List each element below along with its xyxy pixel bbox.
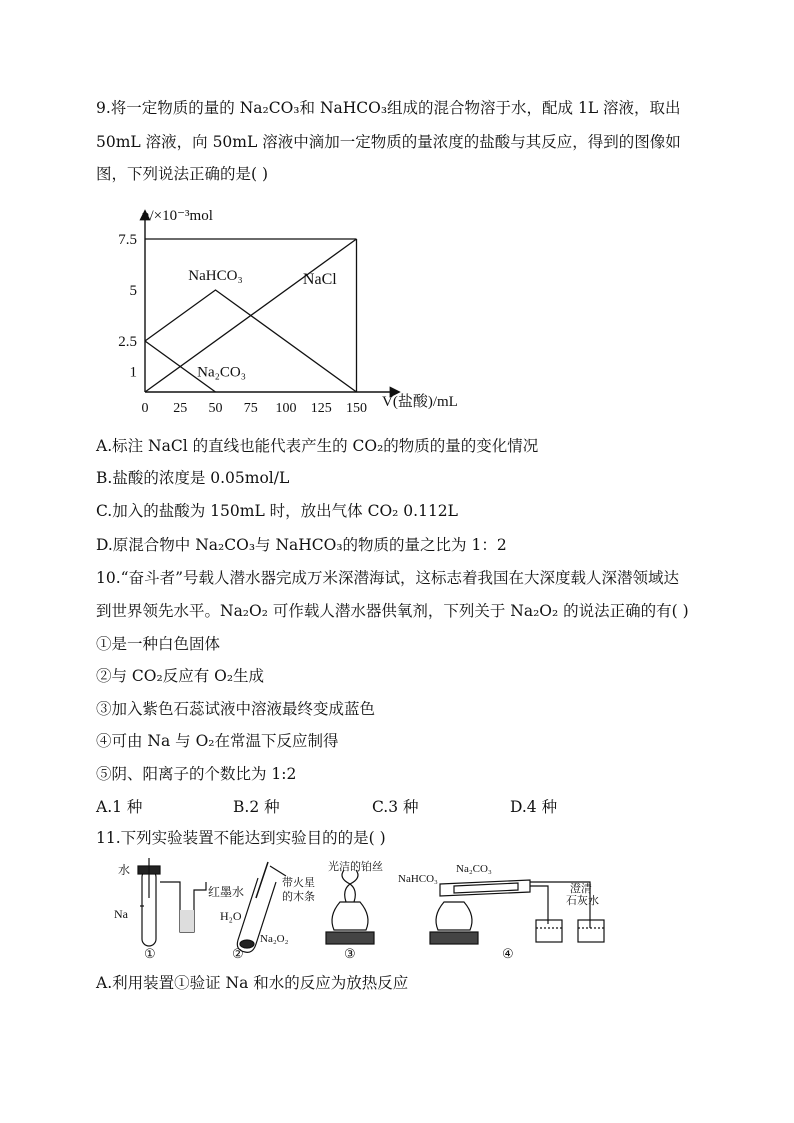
y-axis-label: n/×10⁻³mol [142,208,213,224]
q10-option-d: D.4 种 [510,798,558,816]
q10-stem-line1: 10.“奋斗者”号载人潜水器完成万米深潜海试，这标志着我国在大深度载人深潜领域达 [96,569,680,587]
q9-stem-line2: 50mL 溶液，向 50mL 溶液中滴加一定物质的量浓度的盐酸与其反应，得到的图像如 [96,133,681,151]
q10-item-2: ②与 CO₂反应有 O₂生成 [96,667,265,685]
label-splint-2: 的木条 [282,891,315,903]
q9-option-a: A.标注 NaCl 的直线也能代表产生的 CO₂的物质的量的变化情况 [96,437,539,455]
label-red-ink: 红墨水 [208,885,245,899]
q11-apparatus-figure [110,858,620,962]
apparatus-4-inner-tube [454,883,518,893]
apparatus-number-1: ① [144,946,156,961]
series-label-nahco3: NaHCO₃ [188,268,243,284]
y-tick-label-2.5: 2.5 [118,334,137,350]
apparatus-4-delivery-tube-1 [530,886,548,924]
q9-chart-svg [100,200,500,425]
q10-option-c: C.3 种 [372,798,419,816]
apparatus-4-base [430,932,478,944]
label-limewater-1: 澄清 [570,883,592,895]
y-tick-label-1: 1 [129,364,137,381]
q9-option-d: D.原混合物中 Na₂CO₃与 NaHCO₃的物质的量之比为 1：2 [96,536,507,554]
x-tick-label-125: 125 [310,401,332,416]
apparatus-1-red-ink [180,910,194,932]
q9-chart [100,200,500,425]
label-h2o: H₂O [220,909,242,923]
x-tick-label-25: 25 [173,401,188,416]
y-tick-label-7.5: 7.5 [118,232,137,248]
apparatus-1 [138,858,206,946]
y-tick-label-5: 5 [129,283,137,299]
label-limewater-2: 石灰水 [566,895,599,907]
q9-option-c: C.加入的盐酸为 150mL 时，放出气体 CO₂ 0.112L [96,502,458,520]
apparatus-4-beaker-1 [536,920,562,942]
apparatus-3-base [326,932,374,944]
series-line-0 [145,290,357,392]
apparatus-3 [326,870,374,944]
apparatus-number-4: ④ [502,946,514,961]
label-splint-1: 带火星 [282,877,315,889]
q10-option-b: B.2 种 [233,798,280,816]
x-tick-label-75: 75 [243,401,258,416]
q10-item-5: ⑤阴、阳离子的个数比为 1:2 [96,765,297,783]
apparatus-4-beaker-2 [578,920,604,942]
label-na2o2: Na₂O₂ [260,933,289,945]
x-tick-label-50: 50 [208,401,223,416]
q10-item-4: ④可由 Na 与 O₂在常温下反应制得 [96,732,339,750]
q10-item-3: ③加入紫色石蕊试液中溶液最终变成蓝色 [96,700,376,718]
label-platinum: 光洁的铂丝 [328,861,383,873]
series-label-na2co3: Na₂CO₃ [197,364,246,381]
x-tick-label-0: 0 [141,401,149,416]
q9-stem-line1: 9.将一定物质的量的 Na₂CO₃和 NaHCO₃组成的混合物溶于水，配成 1L 溶液，取出 [96,99,681,117]
q10-stem-line2: 到世界领先水平。Na₂O₂ 可作载人潜水器供氧剂，下列关于 Na₂O₂ 的说法正确的有( ) [96,602,689,620]
q11-apparatus-svg [110,858,620,962]
apparatus-number-2: ② [232,946,244,961]
q11-option-a: A.利用装置①验证 Na 和水的反应为放热反应 [96,974,409,992]
q10-option-a: A.1 种 [96,798,143,816]
x-tick-label-100: 100 [275,401,297,416]
q9-option-b: B.盐酸的浓度是 0.05mol/L [96,469,290,487]
x-axis-label: V(盐酸)/mL [382,394,458,410]
label-water: 水 [118,863,131,877]
series-label-nacl: NaCl [302,270,337,288]
label-nahco3: NaHCO₃ [398,873,438,885]
q9-stem-line3: 图，下列说法正确的是( ) [96,165,269,183]
apparatus-3-flame [345,884,356,902]
label-na: Na [114,907,128,921]
apparatus-3-lamp [332,902,368,930]
apparatus-4-lamp [436,902,472,930]
x-tick-label-150: 150 [346,401,367,416]
q11-stem: 11.下列实验装置不能达到实验目的的是( ) [96,829,386,847]
apparatus-number-3: ③ [344,946,356,961]
q10-item-1: ①是一种白色固体 [96,635,221,653]
label-na2co3: Na₂CO₃ [456,863,492,875]
